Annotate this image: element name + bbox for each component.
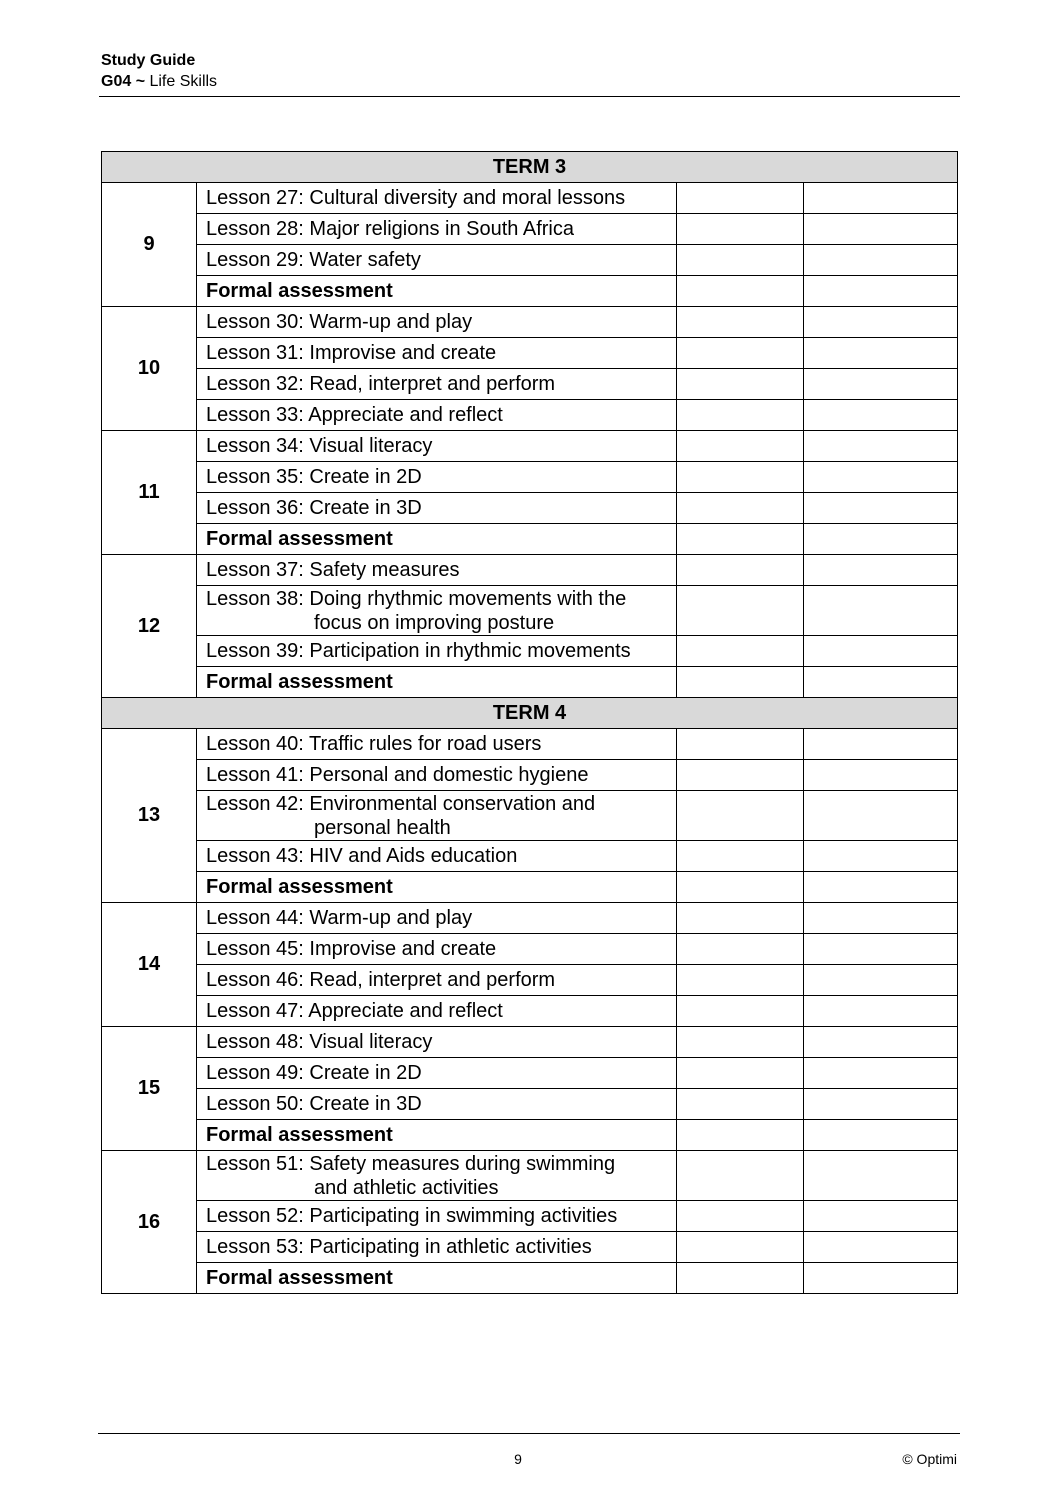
lesson-cell xyxy=(197,729,677,760)
lesson-cell xyxy=(197,338,677,369)
table-row xyxy=(102,276,958,307)
blank-cell-2 xyxy=(804,524,958,555)
table-row xyxy=(102,903,958,934)
blank-cell-2 xyxy=(804,729,958,760)
lesson-title: Lesson 37: Safety measures xyxy=(206,559,460,581)
blank-cell-2 xyxy=(804,1120,958,1151)
lesson-title: Formal assessment xyxy=(206,876,393,898)
week-number: 12 xyxy=(102,555,197,698)
blank-cell-2 xyxy=(804,996,958,1027)
table-row xyxy=(102,760,958,791)
lesson-title: Lesson 52: Participating in swimming activities xyxy=(206,1205,618,1227)
blank-cell-1 xyxy=(677,903,804,934)
blank-cell-1 xyxy=(677,996,804,1027)
blank-cell-1 xyxy=(677,760,804,791)
lesson-title: Lesson 43: HIV and Aids education xyxy=(206,845,518,867)
blank-cell-2 xyxy=(804,1151,958,1201)
lesson-title: Lesson 53: Participating in athletic activities xyxy=(206,1236,592,1258)
lesson-cell xyxy=(197,965,677,996)
page-footer xyxy=(98,1433,960,1467)
copyright: © Optimi xyxy=(902,1451,957,1467)
table-row xyxy=(102,667,958,698)
week-number: 11 xyxy=(102,431,197,555)
lesson-schedule-table xyxy=(101,151,958,1294)
lesson-title: Formal assessment xyxy=(206,280,393,302)
lesson-title-continued: and athletic activities xyxy=(314,1176,499,1199)
lesson-title: Lesson 38: Doing rhythmic movements with the xyxy=(206,587,627,610)
lesson-title: Lesson 39: Participation in rhythmic movements xyxy=(206,640,631,662)
blank-cell-1 xyxy=(677,555,804,586)
lesson-title: Lesson 36: Create in 3D xyxy=(206,497,422,519)
lesson-title: Formal assessment xyxy=(206,528,393,550)
blank-cell-1 xyxy=(677,636,804,667)
lesson-cell xyxy=(197,636,677,667)
table-row xyxy=(102,400,958,431)
lesson-cell xyxy=(197,903,677,934)
lesson-title: Lesson 44: Warm-up and play xyxy=(206,907,473,929)
lesson-title: Lesson 46: Read, interpret and perform xyxy=(206,969,556,991)
lesson-title: Lesson 41: Personal and domestic hygiene xyxy=(206,764,589,786)
blank-cell-2 xyxy=(804,760,958,791)
blank-cell-1 xyxy=(677,400,804,431)
week-number: 9 xyxy=(102,183,197,307)
lesson-cell xyxy=(197,791,677,841)
header-subtitle xyxy=(101,72,960,92)
lesson-title-continued: focus on improving posture xyxy=(314,611,555,634)
lesson-cell xyxy=(197,1089,677,1120)
blank-cell-1 xyxy=(677,934,804,965)
table-row xyxy=(102,1027,958,1058)
blank-cell-2 xyxy=(804,245,958,276)
lesson-cell xyxy=(197,1201,677,1232)
formal-assessment-cell xyxy=(197,872,677,903)
table-row xyxy=(102,791,958,841)
blank-cell-2 xyxy=(804,493,958,524)
blank-cell-2 xyxy=(804,462,958,493)
blank-cell-2 xyxy=(804,400,958,431)
lesson-title: Lesson 30: Warm-up and play xyxy=(206,311,473,333)
blank-cell-1 xyxy=(677,462,804,493)
table-row xyxy=(102,462,958,493)
blank-cell-2 xyxy=(804,307,958,338)
week-number: 13 xyxy=(102,729,197,903)
lesson-title: Lesson 40: Traffic rules for road users xyxy=(206,733,542,755)
blank-cell-1 xyxy=(677,183,804,214)
lesson-title: Lesson 45: Improvise and create xyxy=(206,938,497,960)
blank-cell-1 xyxy=(677,729,804,760)
blank-cell-2 xyxy=(804,214,958,245)
table-row xyxy=(102,1120,958,1151)
table-row xyxy=(102,1201,958,1232)
blank-cell-2 xyxy=(804,841,958,872)
lesson-cell xyxy=(197,1027,677,1058)
week-number: 14 xyxy=(102,903,197,1027)
term-label: TERM 3 xyxy=(102,152,958,183)
table-row xyxy=(102,1058,958,1089)
term-header-row xyxy=(102,698,958,729)
header-title: Study Guide xyxy=(101,52,196,69)
lesson-title: Lesson 47: Appreciate and reflect xyxy=(206,1000,503,1022)
blank-cell-2 xyxy=(804,1263,958,1294)
blank-cell-2 xyxy=(804,338,958,369)
lesson-title: Lesson 31: Improvise and create xyxy=(206,342,497,364)
table-row xyxy=(102,524,958,555)
blank-cell-2 xyxy=(804,555,958,586)
blank-cell-1 xyxy=(677,586,804,636)
lesson-cell xyxy=(197,996,677,1027)
lesson-cell xyxy=(197,307,677,338)
lesson-cell xyxy=(197,493,677,524)
blank-cell-1 xyxy=(677,338,804,369)
blank-cell-2 xyxy=(804,1201,958,1232)
header-rule xyxy=(99,96,960,97)
blank-cell-2 xyxy=(804,1232,958,1263)
week-number: 15 xyxy=(102,1027,197,1151)
lesson-title: Lesson 27: Cultural diversity and moral lessons xyxy=(206,187,626,209)
blank-cell-1 xyxy=(677,841,804,872)
page-number: 9 xyxy=(514,1451,522,1467)
blank-cell-1 xyxy=(677,872,804,903)
lesson-title: Lesson 34: Visual literacy xyxy=(206,435,433,457)
formal-assessment-cell xyxy=(197,667,677,698)
lesson-cell xyxy=(197,934,677,965)
blank-cell-1 xyxy=(677,791,804,841)
term-header-row xyxy=(102,152,958,183)
lesson-cell xyxy=(197,555,677,586)
blank-cell-2 xyxy=(804,934,958,965)
lesson-title: Lesson 48: Visual literacy xyxy=(206,1031,433,1053)
blank-cell-2 xyxy=(804,903,958,934)
table-row xyxy=(102,338,958,369)
week-number: 10 xyxy=(102,307,197,431)
blank-cell-2 xyxy=(804,369,958,400)
lesson-cell xyxy=(197,462,677,493)
table-row xyxy=(102,586,958,636)
lesson-title: Formal assessment xyxy=(206,1267,393,1289)
lesson-title: Lesson 51: Safety measures during swimming xyxy=(206,1152,616,1175)
table-row xyxy=(102,934,958,965)
formal-assessment-cell xyxy=(197,1263,677,1294)
blank-cell-2 xyxy=(804,636,958,667)
lesson-title: Lesson 35: Create in 2D xyxy=(206,466,422,488)
term-label: TERM 4 xyxy=(102,698,958,729)
lesson-cell xyxy=(197,431,677,462)
lesson-cell xyxy=(197,400,677,431)
blank-cell-2 xyxy=(804,1089,958,1120)
lesson-title: Lesson 28: Major religions in South Africa xyxy=(206,218,574,240)
table-row xyxy=(102,245,958,276)
lesson-title-continued: personal health xyxy=(314,816,451,839)
page-header xyxy=(101,50,960,92)
blank-cell-2 xyxy=(804,1058,958,1089)
blank-cell-1 xyxy=(677,1058,804,1089)
blank-cell-2 xyxy=(804,586,958,636)
blank-cell-1 xyxy=(677,1232,804,1263)
table-row xyxy=(102,841,958,872)
lesson-cell xyxy=(197,1058,677,1089)
lesson-title: Lesson 50: Create in 3D xyxy=(206,1093,422,1115)
blank-cell-1 xyxy=(677,245,804,276)
table-row xyxy=(102,555,958,586)
header-grade: G04 ~ xyxy=(101,73,146,90)
week-number: 16 xyxy=(102,1151,197,1294)
formal-assessment-cell xyxy=(197,276,677,307)
lesson-title: Lesson 49: Create in 2D xyxy=(206,1062,422,1084)
lesson-cell xyxy=(197,841,677,872)
table-row xyxy=(102,729,958,760)
blank-cell-2 xyxy=(804,791,958,841)
blank-cell-1 xyxy=(677,307,804,338)
table-row xyxy=(102,996,958,1027)
blank-cell-1 xyxy=(677,1151,804,1201)
table-row xyxy=(102,493,958,524)
blank-cell-1 xyxy=(677,493,804,524)
blank-cell-1 xyxy=(677,667,804,698)
blank-cell-1 xyxy=(677,1120,804,1151)
lesson-title: Formal assessment xyxy=(206,671,393,693)
blank-cell-2 xyxy=(804,276,958,307)
header-subject: Life Skills xyxy=(145,73,218,90)
table-row xyxy=(102,872,958,903)
blank-cell-1 xyxy=(677,276,804,307)
table-row xyxy=(102,965,958,996)
blank-cell-2 xyxy=(804,431,958,462)
table-row xyxy=(102,636,958,667)
formal-assessment-cell xyxy=(197,1120,677,1151)
table-row xyxy=(102,1151,958,1201)
lesson-cell xyxy=(197,183,677,214)
table-row xyxy=(102,214,958,245)
blank-cell-2 xyxy=(804,183,958,214)
blank-cell-1 xyxy=(677,965,804,996)
table-row xyxy=(102,307,958,338)
lesson-cell xyxy=(197,586,677,636)
lesson-cell xyxy=(197,1151,677,1201)
blank-cell-2 xyxy=(804,667,958,698)
table-row xyxy=(102,1232,958,1263)
lesson-cell xyxy=(197,760,677,791)
lesson-cell xyxy=(197,1232,677,1263)
blank-cell-1 xyxy=(677,1201,804,1232)
blank-cell-2 xyxy=(804,872,958,903)
lesson-cell xyxy=(197,214,677,245)
blank-cell-1 xyxy=(677,1263,804,1294)
lesson-cell xyxy=(197,245,677,276)
blank-cell-1 xyxy=(677,1027,804,1058)
blank-cell-2 xyxy=(804,1027,958,1058)
lesson-title: Lesson 33: Appreciate and reflect xyxy=(206,404,503,426)
lesson-title: Lesson 32: Read, interpret and perform xyxy=(206,373,556,395)
lesson-cell xyxy=(197,369,677,400)
blank-cell-1 xyxy=(677,431,804,462)
blank-cell-2 xyxy=(804,965,958,996)
blank-cell-1 xyxy=(677,214,804,245)
table-row xyxy=(102,431,958,462)
blank-cell-1 xyxy=(677,524,804,555)
lesson-title: Lesson 29: Water safety xyxy=(206,249,421,271)
table-row xyxy=(102,369,958,400)
table-row xyxy=(102,183,958,214)
footer-rule xyxy=(98,1433,960,1434)
blank-cell-1 xyxy=(677,369,804,400)
lesson-title: Lesson 42: Environmental conservation and xyxy=(206,792,596,815)
formal-assessment-cell xyxy=(197,524,677,555)
lesson-title: Formal assessment xyxy=(206,1124,393,1146)
blank-cell-1 xyxy=(677,1089,804,1120)
table-row xyxy=(102,1263,958,1294)
table-row xyxy=(102,1089,958,1120)
